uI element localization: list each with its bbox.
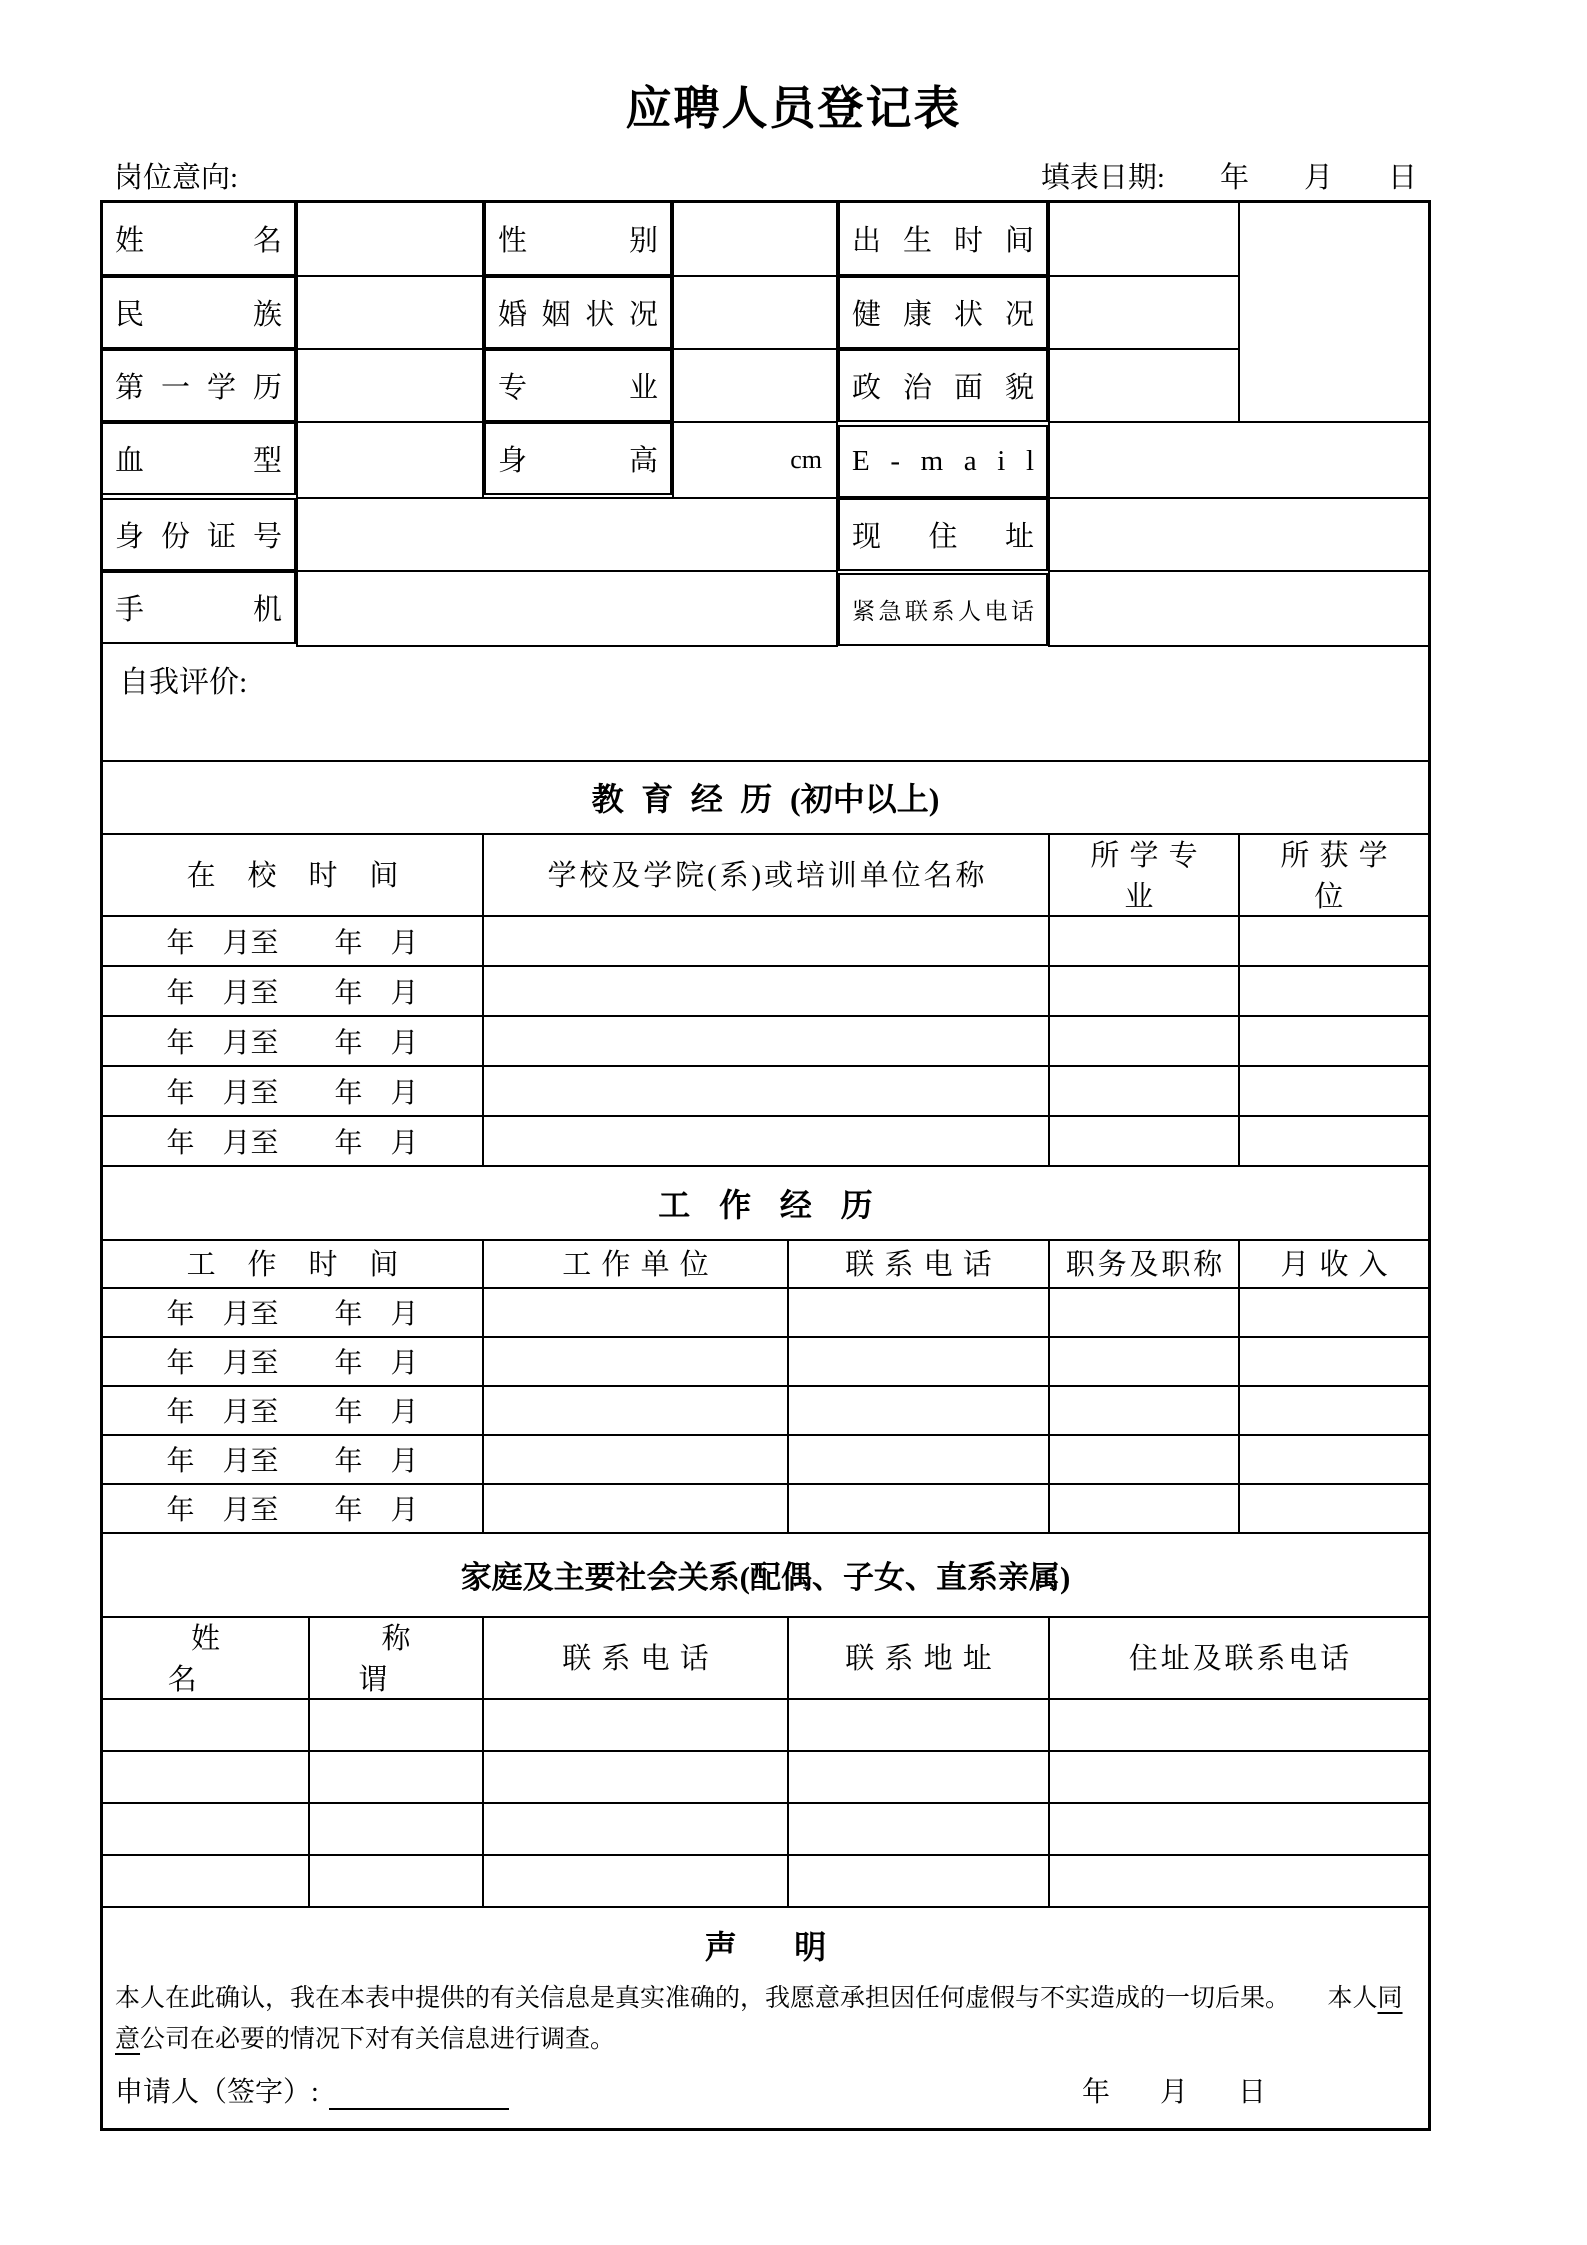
family-col-address: 联系地址 bbox=[788, 1616, 1049, 1699]
education-section-title: 教育经历 bbox=[591, 781, 791, 818]
work-table bbox=[103, 1239, 1428, 1534]
photo-cell bbox=[1239, 203, 1428, 422]
school-cell bbox=[483, 1116, 1049, 1166]
family-section-title: 家庭及主要社会关系(配偶、子女、直系亲属) bbox=[460, 1560, 1071, 1596]
applicant-signature-label: 申请人（签字）: bbox=[115, 2076, 319, 2108]
period-cell: 年 月至 年 月 bbox=[103, 1288, 483, 1337]
education-header-row bbox=[103, 833, 1428, 916]
declaration-line2-underlined: 意 bbox=[115, 2025, 141, 2053]
relation-cell bbox=[309, 1699, 483, 1751]
fill-date-day: 日 bbox=[1387, 161, 1417, 194]
period-cell: 年 月至 年 月 bbox=[103, 1337, 483, 1386]
family-section-header bbox=[103, 1534, 1428, 1618]
phone-cell bbox=[788, 1386, 1049, 1435]
family-row bbox=[103, 1855, 1428, 1907]
phone-cell bbox=[788, 1288, 1049, 1337]
family-col-address-phone: 住址及联系电话 bbox=[1049, 1616, 1428, 1699]
work-row bbox=[103, 1386, 1428, 1435]
signature-date-month: 月 bbox=[1159, 2076, 1188, 2108]
education-col-period: 在校时间 bbox=[103, 833, 483, 916]
signature-line bbox=[329, 2078, 509, 2110]
first-degree-label: 第 一 学 历 bbox=[103, 349, 296, 422]
education-row bbox=[103, 966, 1428, 1016]
personal-info-table bbox=[103, 203, 1428, 647]
position-cell bbox=[1049, 1484, 1239, 1533]
work-row bbox=[103, 1484, 1428, 1533]
fill-date-month: 月 bbox=[1303, 161, 1333, 194]
address-cell bbox=[788, 1699, 1049, 1751]
table-row bbox=[103, 203, 1428, 276]
table-row bbox=[103, 422, 1428, 498]
id-number-value-cell bbox=[297, 498, 837, 571]
fill-date-group bbox=[1041, 155, 1417, 196]
table-row bbox=[103, 349, 1428, 422]
education-col-school: 学校及学院(系)或培训单位名称 bbox=[483, 833, 1049, 916]
major-cell bbox=[1049, 1066, 1239, 1116]
birth-date-value-cell bbox=[1049, 203, 1239, 276]
political-status-label: 政 治 面 貌 bbox=[838, 349, 1048, 422]
current-address-value-cell bbox=[1049, 498, 1428, 571]
declaration-line1: 本人在此确认，我在本表中提供的有关信息是真实准确的，我愿意承担因任何虚假与不实造成的一切后果。 本人 bbox=[115, 1984, 1378, 2012]
employer-cell bbox=[483, 1435, 788, 1484]
name-cell bbox=[103, 1803, 309, 1855]
height-unit-label: cm bbox=[673, 422, 837, 498]
education-row bbox=[103, 1066, 1428, 1116]
family-col-relation: 称谓 bbox=[309, 1616, 483, 1699]
self-evaluation-cell: 自我评价: bbox=[103, 647, 1428, 762]
work-row bbox=[103, 1288, 1428, 1337]
major-cell bbox=[1049, 1116, 1239, 1166]
degree-cell bbox=[1239, 1116, 1428, 1166]
period-cell: 年 月至 年 月 bbox=[103, 1484, 483, 1533]
income-cell bbox=[1239, 1435, 1428, 1484]
ethnicity-value-cell bbox=[297, 276, 483, 349]
health-status-value-cell bbox=[1049, 276, 1239, 349]
income-cell bbox=[1239, 1484, 1428, 1533]
fill-date-year: 年 bbox=[1219, 161, 1249, 194]
first-degree-value-cell bbox=[297, 349, 483, 422]
family-col-name: 姓名 bbox=[103, 1616, 309, 1699]
work-row bbox=[103, 1337, 1428, 1386]
major-cell bbox=[1049, 966, 1239, 1016]
address-phone-cell bbox=[1049, 1855, 1428, 1907]
degree-cell bbox=[1239, 1066, 1428, 1116]
employer-cell bbox=[483, 1484, 788, 1533]
name-cell bbox=[103, 1699, 309, 1751]
address-cell bbox=[788, 1855, 1049, 1907]
signature-date-year: 年 bbox=[1081, 2076, 1110, 2108]
income-cell bbox=[1239, 1288, 1428, 1337]
name-cell bbox=[103, 1751, 309, 1803]
education-row bbox=[103, 1116, 1428, 1166]
phone-cell bbox=[483, 1699, 788, 1751]
address-phone-cell bbox=[1049, 1751, 1428, 1803]
position-cell bbox=[1049, 1386, 1239, 1435]
period-cell: 年 月至 年 月 bbox=[103, 1386, 483, 1435]
period-cell: 年 月至 年 月 bbox=[103, 1016, 483, 1066]
name-cell bbox=[103, 1855, 309, 1907]
phone-cell bbox=[788, 1337, 1049, 1386]
degree-cell bbox=[1239, 1016, 1428, 1066]
education-table bbox=[103, 833, 1428, 1167]
phone-cell bbox=[483, 1855, 788, 1907]
phone-cell bbox=[483, 1803, 788, 1855]
marital-status-label: 婚 姻 状 况 bbox=[484, 276, 672, 349]
education-section-header bbox=[103, 762, 1428, 835]
position-cell bbox=[1049, 1288, 1239, 1337]
relation-cell bbox=[309, 1855, 483, 1907]
fill-date-label: 填表日期: bbox=[1040, 161, 1165, 194]
period-cell: 年 月至 年 月 bbox=[103, 916, 483, 966]
address-cell bbox=[788, 1751, 1049, 1803]
email-label: E - m a i l bbox=[838, 425, 1048, 498]
political-status-value-cell bbox=[1049, 349, 1239, 422]
school-cell bbox=[483, 1016, 1049, 1066]
work-section-header bbox=[103, 1167, 1428, 1241]
period-cell: 年 月至 年 月 bbox=[103, 1066, 483, 1116]
name-label: 姓 名 bbox=[103, 203, 296, 276]
address-phone-cell bbox=[1049, 1803, 1428, 1855]
education-col-degree: 所获学位 bbox=[1239, 833, 1428, 916]
education-col-major: 所学专业 bbox=[1049, 833, 1239, 916]
position-intent-label: 岗位意向: bbox=[114, 161, 239, 194]
work-header-row bbox=[103, 1239, 1428, 1288]
relation-cell bbox=[309, 1803, 483, 1855]
mobile-label: 手 机 bbox=[103, 571, 296, 644]
signature-row bbox=[115, 2070, 1416, 2110]
family-row bbox=[103, 1803, 1428, 1855]
major-value-cell bbox=[673, 349, 837, 422]
blood-type-label: 血 型 bbox=[103, 422, 296, 495]
work-col-phone: 联系电话 bbox=[788, 1239, 1049, 1288]
marital-status-value-cell bbox=[673, 276, 837, 349]
address-cell bbox=[788, 1803, 1049, 1855]
period-cell: 年 月至 年 月 bbox=[103, 1435, 483, 1484]
declaration-section bbox=[103, 1908, 1428, 2128]
school-cell bbox=[483, 1066, 1049, 1116]
ethnicity-label: 民 族 bbox=[103, 276, 296, 349]
work-col-position: 职务及职称 bbox=[1049, 1239, 1239, 1288]
employer-cell bbox=[483, 1288, 788, 1337]
current-address-label: 现 住 址 bbox=[838, 498, 1048, 571]
phone-cell bbox=[788, 1435, 1049, 1484]
gender-label: 性 别 bbox=[484, 203, 672, 276]
income-cell bbox=[1239, 1386, 1428, 1435]
birth-date-label: 出 生 时 间 bbox=[838, 203, 1048, 276]
period-cell: 年 月至 年 月 bbox=[103, 1116, 483, 1166]
emergency-contact-value-cell bbox=[1049, 571, 1428, 646]
declaration-line2: 公司在必要的情况下对有关信息进行调查。 bbox=[140, 2025, 616, 2053]
major-cell bbox=[1049, 1016, 1239, 1066]
gender-value-cell bbox=[673, 203, 837, 276]
declaration-text bbox=[115, 1978, 1416, 2060]
work-col-income: 月收入 bbox=[1239, 1239, 1428, 1288]
page-title: 应聘人员登记表 bbox=[625, 82, 962, 134]
education-row bbox=[103, 916, 1428, 966]
period-cell: 年 月至 年 月 bbox=[103, 966, 483, 1016]
id-number-label: 身 份 证 号 bbox=[103, 498, 296, 571]
declaration-title: 声明 bbox=[704, 1928, 884, 1965]
address-phone-cell bbox=[1049, 1699, 1428, 1751]
position-cell bbox=[1049, 1435, 1239, 1484]
phone-cell bbox=[483, 1751, 788, 1803]
table-row bbox=[103, 498, 1428, 571]
height-label: 身 高 bbox=[484, 422, 672, 495]
degree-cell bbox=[1239, 916, 1428, 966]
family-table bbox=[103, 1616, 1428, 1908]
education-row bbox=[103, 1016, 1428, 1066]
blood-type-value-cell bbox=[297, 422, 483, 498]
registration-form-table bbox=[100, 200, 1431, 2131]
health-status-label: 健 康 状 况 bbox=[838, 276, 1048, 349]
table-row bbox=[103, 276, 1428, 349]
position-cell bbox=[1049, 1337, 1239, 1386]
work-col-period: 工作时间 bbox=[103, 1239, 483, 1288]
work-section-title: 工作经历 bbox=[658, 1186, 902, 1223]
family-col-phone: 联系电话 bbox=[483, 1616, 788, 1699]
employer-cell bbox=[483, 1386, 788, 1435]
emergency-contact-label: 紧 急 联 系 人 电 话 bbox=[838, 573, 1048, 646]
degree-cell bbox=[1239, 966, 1428, 1016]
major-label: 专 业 bbox=[484, 349, 672, 422]
declaration-line1-underlined: 同 bbox=[1377, 1984, 1403, 2012]
email-value-cell bbox=[1049, 422, 1428, 498]
school-cell bbox=[483, 916, 1049, 966]
mobile-value-cell bbox=[297, 571, 837, 646]
phone-cell bbox=[788, 1484, 1049, 1533]
signature-date-day: 日 bbox=[1237, 2076, 1266, 2108]
education-section-suffix: (初中以上) bbox=[790, 781, 940, 818]
name-value-cell bbox=[297, 203, 483, 276]
employer-cell bbox=[483, 1337, 788, 1386]
family-row bbox=[103, 1751, 1428, 1803]
work-col-employer: 工作单位 bbox=[483, 1239, 788, 1288]
table-row bbox=[103, 571, 1428, 646]
meta-row bbox=[100, 155, 1431, 196]
relation-cell bbox=[309, 1751, 483, 1803]
family-row bbox=[103, 1699, 1428, 1751]
family-header-row bbox=[103, 1616, 1428, 1699]
major-cell bbox=[1049, 916, 1239, 966]
work-row bbox=[103, 1435, 1428, 1484]
school-cell bbox=[483, 966, 1049, 1016]
income-cell bbox=[1239, 1337, 1428, 1386]
signature-date-group bbox=[1032, 2070, 1416, 2110]
